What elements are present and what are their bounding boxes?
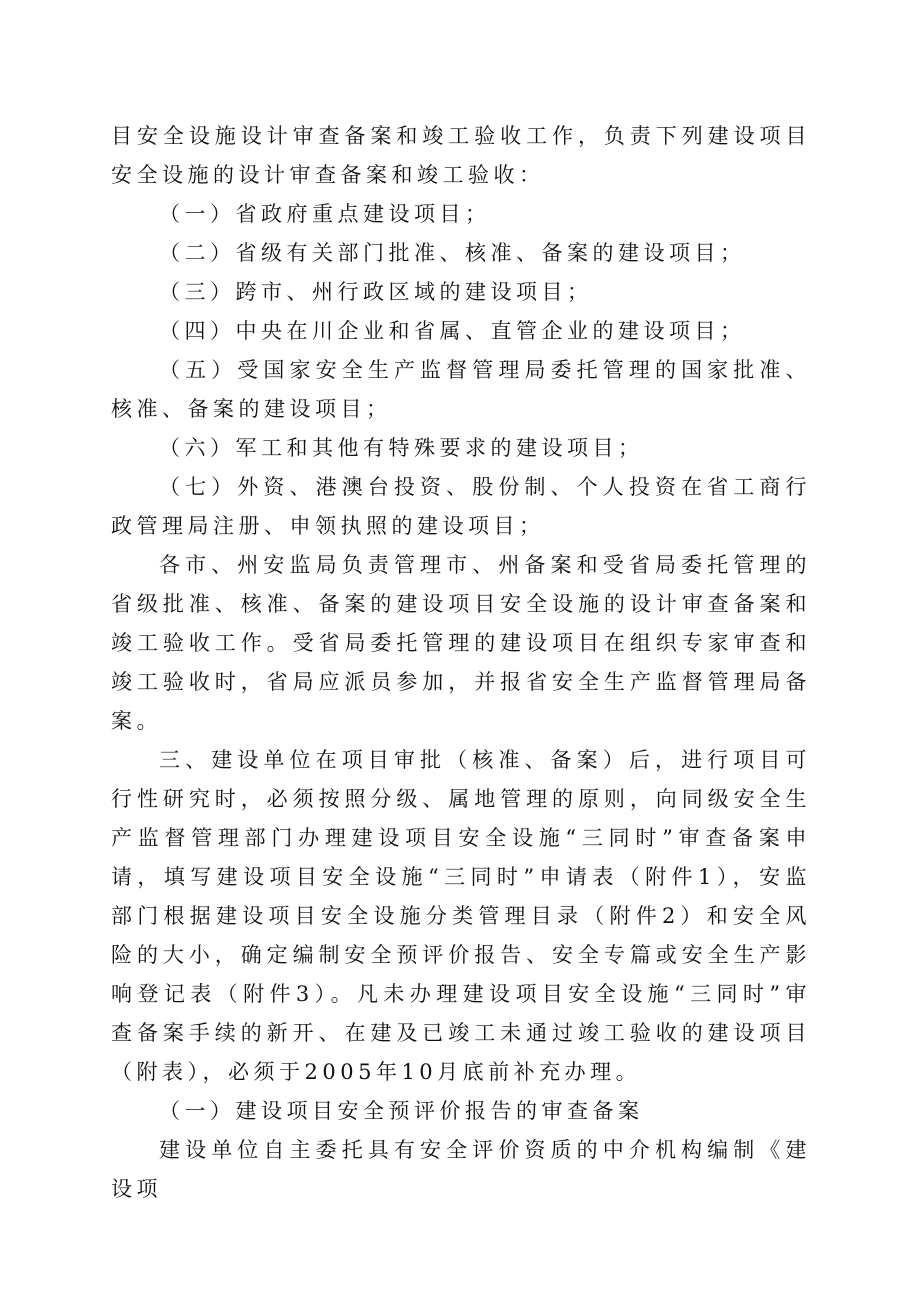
list-item-3: （三）跨市、州行政区域的建设项目； xyxy=(159,280,593,304)
document-body xyxy=(111,117,811,1209)
paragraph-city-bureaus: 各市、州安监局负责管理市、州备案和受省局委托管理的省级批准、核准、备案的建设项目安全设施的设计审查备案和竣工验收工作。受省局委托管理的建设项目在组织专家审查和竣工验收时，省局应派员参加，并报省安全生产监督管理局备案。 xyxy=(111,553,811,733)
list-item-2: （二）省级有关部门批准、核准、备案的建设项目； xyxy=(159,241,746,265)
section-three-paragraph: 三、建设单位在项目审批（核准、备案）后，进行项目可行性研究时，必须按照分级、属地管理的原则，向同级安全生产监督管理部门办理建设项目安全设施“三同时”审查备案申请，填写建设项目安全设施“三同时”申请表（附件1），安监部门根据建设项目安全设施分类管理目录（附件2）和安全风险的大小，确定编制安全预评价报告、安全专篇或安全生产影响登记表（附件3）。凡未办理建设项目安全设施“三同时”审查备案手续的新开、在建及已竣工未通过竣工验收的建设项目（附表），必须于2005年10月底前补充办理。 xyxy=(111,748,811,1084)
paragraph-continuation: 目安全设施设计审查备案和竣工验收工作，负责下列建设项目安全设施的设计审查备案和竣工验收： xyxy=(111,124,811,187)
list-item-1: （一）省政府重点建设项目； xyxy=(159,202,491,226)
list-item-4: （四）中央在川企业和省属、直管企业的建设项目； xyxy=(159,319,746,343)
list-item-7: （七）外资、港澳台投资、股份制、个人投资在省工商行政管理局注册、申领执照的建设项目； xyxy=(111,475,811,538)
list-item-6: （六）军工和其他有特殊要求的建设项目； xyxy=(159,436,644,460)
list-item-5: （五）受国家安全生产监督管理局委托管理的国家批准、核准、备案的建设项目； xyxy=(111,358,811,421)
subsection-heading: （一）建设项目安全预评价报告的审查备案 xyxy=(159,1099,644,1123)
paragraph-construction-unit: 建设单位自主委托具有安全评价资质的中介机构编制《建设项 xyxy=(111,1138,811,1201)
